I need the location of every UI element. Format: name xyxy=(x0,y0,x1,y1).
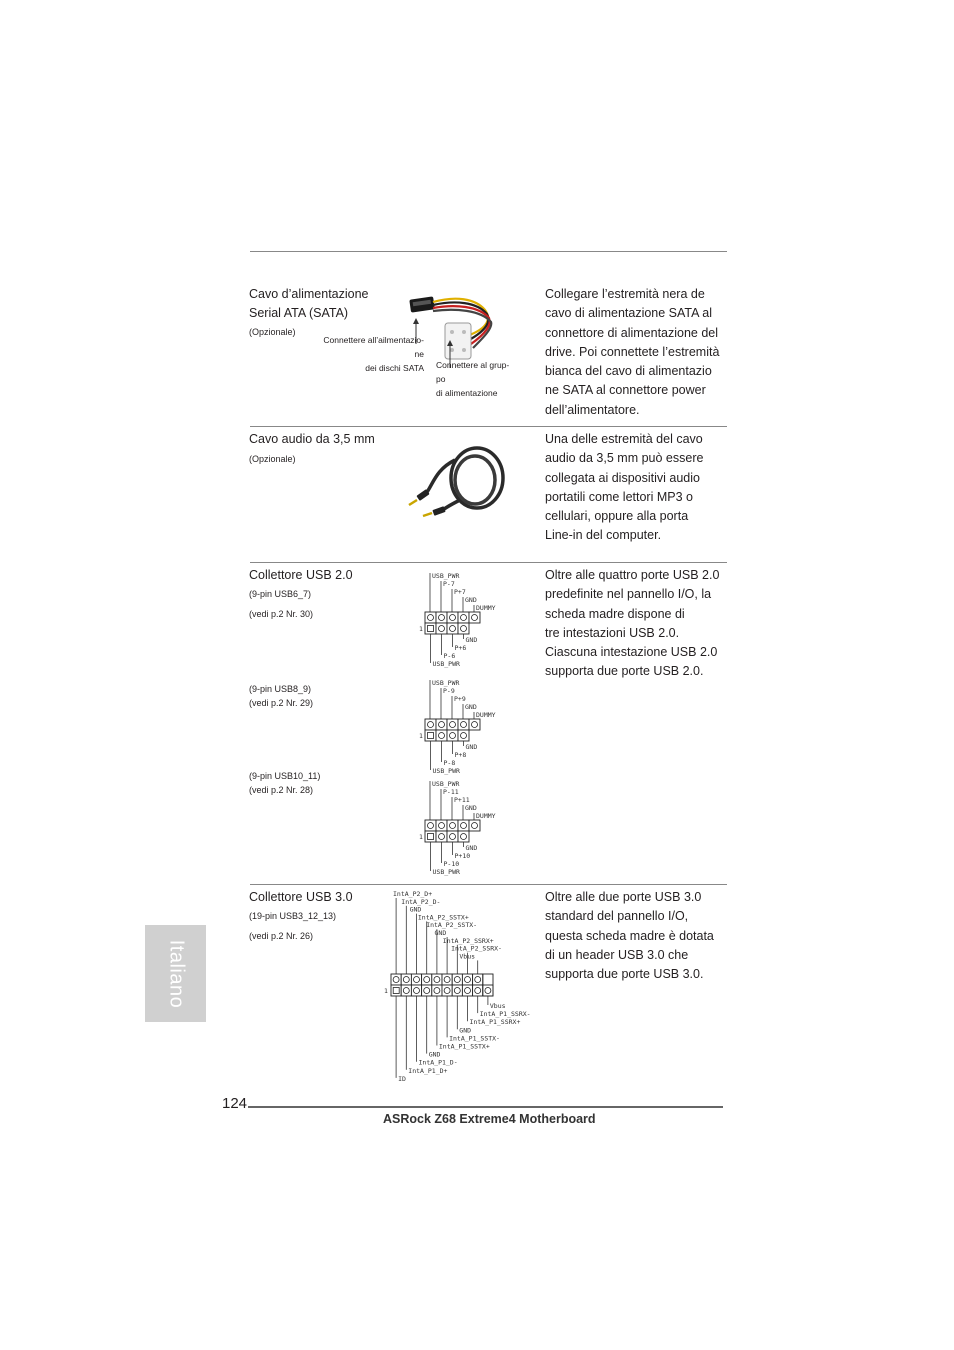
header-pin xyxy=(452,974,462,985)
header-pin xyxy=(391,974,401,985)
footer-title: ASRock Z68 Extreme4 Motherboard xyxy=(383,1112,596,1126)
pin-label: USB_PWR xyxy=(432,868,460,876)
header-pin xyxy=(425,820,436,831)
usb10-11-ref: (vedi p.2 Nr. 28) xyxy=(249,785,314,795)
pin-label: GND xyxy=(465,743,478,751)
pin-label: IntA_P1_D+ xyxy=(408,1066,448,1075)
optional-note: (Opzionale) xyxy=(249,327,296,337)
pin-label: GND xyxy=(465,844,478,852)
header-pin xyxy=(447,612,458,623)
pin-label: DUMMY xyxy=(476,711,496,719)
pin-label: USB_PWR xyxy=(432,660,460,668)
optional-note: (Opzionale) xyxy=(249,454,296,464)
pin-label: USB_PWR xyxy=(432,572,460,580)
pin-label: GND xyxy=(459,1026,472,1035)
pin-label: DUMMY xyxy=(476,812,496,820)
pin-label: IntA_P1_SSTX- xyxy=(449,1034,500,1043)
usb2-header-title: Collettore USB 2.0 xyxy=(249,568,353,582)
pin-label: P+8 xyxy=(454,751,467,759)
pin-label: USB_PWR xyxy=(432,780,460,788)
usb8-9-header-diagram xyxy=(418,677,518,777)
header-pin xyxy=(436,730,447,741)
header-pin xyxy=(436,623,447,634)
header-pin xyxy=(401,985,411,996)
pin-label: P+6 xyxy=(454,644,467,652)
pin-label: IntA_P1_SSRX- xyxy=(479,1010,531,1019)
header-pin xyxy=(447,719,458,730)
pin-label: IntA_P2_SSTX- xyxy=(426,921,478,930)
header-pin xyxy=(411,985,421,996)
usb6-7-header-diagram xyxy=(418,570,518,675)
pin-one-label: 1 xyxy=(384,987,388,995)
usb8-9-pins: (9-pin USB8_9) xyxy=(249,684,312,694)
header-pin xyxy=(447,623,458,634)
audio-cable-description: Una delle estremità del cavo audio da 3,5 mm può essere collegata ai dispositivi audio portatili come lettori MP3 o cellulari, oppure alla porta Line-in del computer. xyxy=(545,432,704,543)
pin-label: P-6 xyxy=(443,652,456,660)
header-pin xyxy=(411,974,421,985)
pin-label: IntA_P2_D+ xyxy=(393,890,433,898)
sata-drive-callout: Connettere all’ailmentazio- ne dei dischi SATA xyxy=(323,335,424,373)
pin-label: Vbus xyxy=(459,952,476,961)
header-pin xyxy=(452,985,462,996)
header-pin xyxy=(436,831,447,842)
usb3-ref: (vedi p.2 Nr. 26) xyxy=(249,931,314,941)
usb3-description: Oltre alle due porte USB 3.0 standard del pannello I/O, questa scheda madre è dotata di un header USB 3.0 che supporta due porte USB 3.0. xyxy=(545,890,714,982)
header-pin xyxy=(436,719,447,730)
pin-label: P-7 xyxy=(443,580,455,588)
header-pin xyxy=(447,831,458,842)
pin-label: GND xyxy=(465,804,477,812)
header-pin xyxy=(469,719,480,730)
header-pin xyxy=(458,719,469,730)
footer-rule xyxy=(248,1106,723,1108)
pin-label: GND xyxy=(434,929,447,937)
pin-label: IntA_P1_D- xyxy=(418,1058,458,1067)
pin-label: IntA_P2_SSRX+ xyxy=(442,936,494,945)
pin-label: IntA_P1_SSRX+ xyxy=(469,1018,521,1027)
sata-cable-title: Cavo d’alimentazione Serial ATA (SATA) xyxy=(249,287,369,320)
usb3-header-title: Collettore USB 3.0 xyxy=(249,890,353,904)
pin-label: DUMMY xyxy=(476,604,496,612)
usb10-11-pins: (9-pin USB10_11) xyxy=(249,771,321,781)
pin-one-label: 1 xyxy=(419,732,423,740)
header-pin xyxy=(436,612,447,623)
pin-label: GND xyxy=(465,703,477,711)
pin-label: ID xyxy=(398,1074,406,1083)
usb3-header-diagram xyxy=(383,888,533,1086)
pin-label: P-8 xyxy=(443,759,456,767)
audio-cable-title: Cavo audio da 3,5 mm xyxy=(249,432,375,446)
pin-one-label: 1 xyxy=(419,625,423,633)
header-pin xyxy=(458,623,469,634)
sata-cable-description: Collegare l’estremità nera de cavo di alimentazione SATA al connettore di alimentazione del drive. Poi connettete l’estremità bianca del cavo di alimentazio ne SATA al connettore power dell’alimentatore. xyxy=(545,287,720,417)
header-pin xyxy=(425,719,436,730)
usb6-7-pins: (9-pin USB6_7) xyxy=(249,589,312,599)
pin-label: P-11 xyxy=(443,788,459,796)
section-divider xyxy=(250,884,727,885)
psu-callout: Connettere al grup- po di alimentazione xyxy=(436,360,510,398)
header-pin xyxy=(425,730,436,741)
header-pin xyxy=(425,623,436,634)
section-divider xyxy=(250,562,727,563)
header-pin xyxy=(447,820,458,831)
pin-label: IntA_P2_SSTX+ xyxy=(417,913,469,922)
header-pin xyxy=(458,831,469,842)
header-pin xyxy=(469,820,480,831)
header-pin xyxy=(425,831,436,842)
language-tab-label: Italiano xyxy=(165,939,187,1008)
pin-label: P+10 xyxy=(454,852,471,860)
header-pin xyxy=(473,985,483,996)
pin-label: P-10 xyxy=(443,860,460,868)
usb6-7-ref: (vedi p.2 Nr. 30) xyxy=(249,609,314,619)
pin-label: GND xyxy=(409,905,422,914)
page-number: 124 xyxy=(222,1095,248,1112)
header-pin xyxy=(458,612,469,623)
header-pin xyxy=(432,985,442,996)
header-pin xyxy=(469,612,480,623)
header-pin xyxy=(458,730,469,741)
header-pin xyxy=(432,974,442,985)
header-pin xyxy=(436,820,447,831)
header-pin xyxy=(442,974,452,985)
header-pin xyxy=(422,974,432,985)
usb3-pins: (19-pin USB3_12_13) xyxy=(249,911,337,921)
header-pin xyxy=(442,985,452,996)
header-pin xyxy=(447,730,458,741)
header-pin xyxy=(462,974,472,985)
pin-label: GND xyxy=(465,636,478,644)
usb8-9-ref: (vedi p.2 Nr. 29) xyxy=(249,698,314,708)
header-pin xyxy=(401,974,411,985)
pin-label: P-9 xyxy=(443,687,455,695)
pin-label: IntA_P2_D- xyxy=(401,897,441,906)
header-pin xyxy=(483,985,493,996)
top-rule xyxy=(250,251,727,252)
pin-label: USB_PWR xyxy=(432,767,460,775)
pin-label: IntA_P1_SSTX+ xyxy=(438,1042,490,1051)
pin-label: P+11 xyxy=(454,796,470,804)
pin-label: P+7 xyxy=(454,588,466,596)
pin-label: GND xyxy=(428,1050,441,1059)
pin-one-label: 1 xyxy=(419,833,423,841)
header-pin xyxy=(458,820,469,831)
section-divider xyxy=(250,426,727,427)
usb2-description: Oltre alle quattro porte USB 2.0 predefinite nel pannello I/O, la scheda madre dispone di tre intestazioni USB 2.0. Ciascuna intestazione USB 2.0 supporta due porte USB 2.0. xyxy=(545,568,720,679)
pin-label: IntA_P2_SSRX- xyxy=(451,944,502,953)
pin-label: USB_PWR xyxy=(432,679,460,687)
header-pin xyxy=(462,985,472,996)
pin-label: GND xyxy=(465,596,477,604)
usb10-11-header-diagram xyxy=(418,778,518,878)
pin-label: Vbus xyxy=(489,1002,506,1010)
header-pin xyxy=(473,974,483,985)
header-pin xyxy=(422,985,432,996)
header-pin xyxy=(425,612,436,623)
audio-cable-image xyxy=(405,440,510,525)
pin-label: P+9 xyxy=(454,695,466,703)
header-pin xyxy=(391,985,401,996)
language-tab xyxy=(145,925,206,1022)
